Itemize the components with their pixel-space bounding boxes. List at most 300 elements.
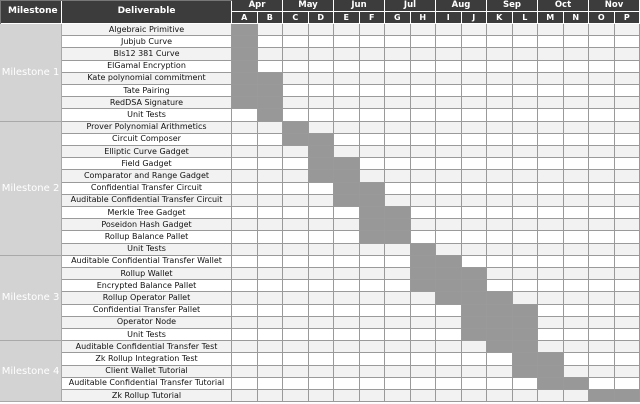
schedule-bar-cell (513, 353, 539, 365)
schedule-bar-cell (232, 36, 258, 48)
schedule-bar-cell (462, 305, 488, 317)
deliverable-name: RedDSA Signature (62, 97, 232, 109)
schedule-cell (411, 207, 437, 219)
week-header: M (538, 12, 564, 24)
schedule-cell (436, 109, 462, 121)
schedule-cell (334, 353, 360, 365)
schedule-cell (436, 207, 462, 219)
schedule-cell (436, 305, 462, 317)
deliverable-name: Zk Rollup Tutorial (62, 390, 232, 402)
schedule-cell (615, 207, 640, 219)
schedule-cell (538, 61, 564, 73)
schedule-cell (462, 341, 488, 353)
schedule-cell (487, 280, 513, 292)
schedule-cell (360, 24, 386, 36)
schedule-cell (309, 219, 335, 231)
schedule-cell (309, 329, 335, 341)
schedule-cell (232, 256, 258, 268)
schedule-cell (283, 292, 309, 304)
schedule-cell (283, 97, 309, 109)
schedule-cell (615, 378, 640, 390)
schedule-bar-cell (309, 170, 335, 182)
schedule-cell (564, 268, 590, 280)
schedule-cell (334, 378, 360, 390)
schedule-cell (258, 244, 284, 256)
schedule-cell (309, 341, 335, 353)
week-header: G (385, 12, 411, 24)
schedule-cell (487, 183, 513, 195)
deliverable-name: Tate Pairing (62, 85, 232, 97)
schedule-cell (487, 390, 513, 402)
schedule-cell (564, 73, 590, 85)
schedule-cell (385, 170, 411, 182)
schedule-cell (436, 366, 462, 378)
schedule-cell (436, 85, 462, 97)
schedule-cell (436, 219, 462, 231)
schedule-bar-cell (411, 256, 437, 268)
schedule-cell (232, 244, 258, 256)
schedule-cell (513, 85, 539, 97)
schedule-cell (564, 24, 590, 36)
schedule-cell (589, 195, 615, 207)
week-header: F (360, 12, 386, 24)
schedule-cell (411, 353, 437, 365)
schedule-cell (564, 61, 590, 73)
schedule-bar-cell (232, 24, 258, 36)
schedule-cell (487, 73, 513, 85)
schedule-cell (309, 231, 335, 243)
schedule-cell (462, 134, 488, 146)
deliverable-name: Zk Rollup Integration Test (62, 353, 232, 365)
schedule-cell (360, 244, 386, 256)
schedule-cell (436, 390, 462, 402)
schedule-cell (513, 134, 539, 146)
schedule-cell (564, 280, 590, 292)
schedule-cell (564, 170, 590, 182)
schedule-cell (615, 317, 640, 329)
schedule-bar-cell (309, 134, 335, 146)
schedule-cell (334, 256, 360, 268)
schedule-cell (334, 109, 360, 121)
schedule-cell (615, 341, 640, 353)
schedule-cell (385, 366, 411, 378)
schedule-cell (258, 219, 284, 231)
deliverable-name: Operator Node (62, 317, 232, 329)
schedule-bar-cell (487, 305, 513, 317)
schedule-cell (334, 122, 360, 134)
schedule-cell (309, 24, 335, 36)
schedule-cell (232, 207, 258, 219)
schedule-cell (385, 268, 411, 280)
schedule-cell (334, 244, 360, 256)
schedule-cell (360, 341, 386, 353)
schedule-cell (513, 244, 539, 256)
schedule-cell (436, 170, 462, 182)
schedule-cell (258, 170, 284, 182)
schedule-cell (615, 122, 640, 134)
schedule-cell (538, 195, 564, 207)
schedule-cell (360, 48, 386, 60)
schedule-cell (232, 366, 258, 378)
schedule-cell (360, 390, 386, 402)
schedule-cell (283, 305, 309, 317)
schedule-cell (487, 244, 513, 256)
schedule-cell (589, 231, 615, 243)
schedule-cell (411, 341, 437, 353)
week-header: P (615, 12, 640, 24)
deliverable-name: Jubjub Curve (62, 36, 232, 48)
schedule-cell (334, 207, 360, 219)
deliverable-name: Poseidon Hash Gadget (62, 219, 232, 231)
schedule-cell (385, 122, 411, 134)
schedule-cell (615, 244, 640, 256)
schedule-cell (334, 146, 360, 158)
schedule-cell (411, 85, 437, 97)
schedule-cell (334, 341, 360, 353)
schedule-bar-cell (232, 97, 258, 109)
schedule-bar-cell (513, 341, 539, 353)
schedule-cell (538, 97, 564, 109)
schedule-cell (589, 48, 615, 60)
schedule-cell (589, 158, 615, 170)
schedule-cell (385, 305, 411, 317)
deliverable-name: Confidential Transfer Pallet (62, 305, 232, 317)
schedule-cell (334, 73, 360, 85)
schedule-cell (436, 183, 462, 195)
schedule-cell (309, 195, 335, 207)
month-header: Sep (487, 0, 538, 12)
schedule-cell (283, 244, 309, 256)
schedule-cell (564, 292, 590, 304)
schedule-cell (232, 195, 258, 207)
schedule-cell (232, 170, 258, 182)
schedule-cell (487, 195, 513, 207)
schedule-cell (462, 244, 488, 256)
milestone-label: Milestone 3 (0, 256, 62, 341)
schedule-cell (462, 122, 488, 134)
schedule-cell (564, 48, 590, 60)
schedule-cell (538, 36, 564, 48)
schedule-cell (538, 73, 564, 85)
week-header: L (513, 12, 539, 24)
schedule-bar-cell (283, 134, 309, 146)
schedule-cell (411, 134, 437, 146)
schedule-cell (564, 305, 590, 317)
schedule-cell (385, 146, 411, 158)
schedule-cell (360, 109, 386, 121)
schedule-cell (360, 36, 386, 48)
schedule-cell (385, 244, 411, 256)
schedule-cell (564, 134, 590, 146)
schedule-bar-cell (436, 280, 462, 292)
schedule-cell (615, 158, 640, 170)
schedule-bar-cell (258, 73, 284, 85)
schedule-cell (462, 366, 488, 378)
schedule-cell (615, 219, 640, 231)
schedule-cell (334, 305, 360, 317)
schedule-cell (411, 378, 437, 390)
schedule-cell (309, 244, 335, 256)
milestone-label: Milestone 1 (0, 24, 62, 122)
schedule-cell (589, 183, 615, 195)
schedule-cell (589, 353, 615, 365)
schedule-bar-cell (538, 366, 564, 378)
schedule-cell (513, 390, 539, 402)
deliverable-name: Circuit Composer (62, 134, 232, 146)
deliverable-name: Bls12 381 Curve (62, 48, 232, 60)
schedule-cell (436, 122, 462, 134)
schedule-bar-cell (385, 231, 411, 243)
schedule-cell (487, 134, 513, 146)
schedule-cell (615, 36, 640, 48)
schedule-cell (564, 85, 590, 97)
schedule-cell (538, 122, 564, 134)
schedule-cell (513, 268, 539, 280)
milestone-label: Milestone 4 (0, 341, 62, 402)
schedule-cell (360, 305, 386, 317)
week-header: I (436, 12, 462, 24)
schedule-cell (283, 256, 309, 268)
schedule-cell (411, 97, 437, 109)
deliverable-name: Field Gadget (62, 158, 232, 170)
schedule-cell (283, 378, 309, 390)
schedule-bar-cell (462, 292, 488, 304)
schedule-cell (283, 183, 309, 195)
schedule-bar-cell (462, 317, 488, 329)
schedule-cell (360, 280, 386, 292)
schedule-cell (538, 268, 564, 280)
week-header: H (411, 12, 437, 24)
schedule-cell (309, 36, 335, 48)
schedule-cell (462, 61, 488, 73)
schedule-cell (615, 146, 640, 158)
schedule-cell (385, 24, 411, 36)
schedule-cell (283, 317, 309, 329)
schedule-cell (258, 134, 284, 146)
schedule-cell (615, 195, 640, 207)
schedule-cell (283, 36, 309, 48)
schedule-cell (411, 73, 437, 85)
schedule-bar-cell (360, 219, 386, 231)
schedule-cell (385, 390, 411, 402)
schedule-bar-cell (513, 329, 539, 341)
schedule-cell (513, 292, 539, 304)
schedule-cell (615, 85, 640, 97)
schedule-cell (589, 85, 615, 97)
schedule-cell (258, 256, 284, 268)
schedule-cell (334, 24, 360, 36)
schedule-cell (487, 256, 513, 268)
schedule-bar-cell (232, 61, 258, 73)
schedule-cell (564, 219, 590, 231)
schedule-cell (513, 158, 539, 170)
schedule-cell (462, 183, 488, 195)
schedule-cell (385, 61, 411, 73)
schedule-cell (385, 85, 411, 97)
schedule-bar-cell (385, 207, 411, 219)
schedule-cell (283, 341, 309, 353)
schedule-bar-cell (309, 158, 335, 170)
schedule-cell (487, 97, 513, 109)
schedule-cell (564, 329, 590, 341)
schedule-cell (258, 195, 284, 207)
schedule-cell (258, 268, 284, 280)
schedule-bar-cell (309, 146, 335, 158)
schedule-cell (487, 231, 513, 243)
schedule-cell (615, 329, 640, 341)
month-header: Apr (232, 0, 283, 12)
schedule-cell (513, 231, 539, 243)
schedule-cell (513, 97, 539, 109)
schedule-cell (334, 85, 360, 97)
schedule-cell (538, 244, 564, 256)
schedule-cell (615, 256, 640, 268)
schedule-cell (360, 61, 386, 73)
schedule-cell (513, 280, 539, 292)
schedule-cell (513, 256, 539, 268)
schedule-cell (309, 305, 335, 317)
schedule-cell (564, 353, 590, 365)
schedule-cell (615, 109, 640, 121)
schedule-cell (615, 231, 640, 243)
schedule-cell (309, 73, 335, 85)
schedule-bar-cell (538, 353, 564, 365)
schedule-bar-cell (513, 305, 539, 317)
schedule-cell (615, 170, 640, 182)
schedule-cell (538, 48, 564, 60)
schedule-cell (436, 36, 462, 48)
deliverable-name: ElGamal Encryption (62, 61, 232, 73)
schedule-cell (538, 183, 564, 195)
schedule-cell (487, 109, 513, 121)
week-header: J (462, 12, 488, 24)
schedule-cell (232, 390, 258, 402)
deliverable-name: Merkle Tree Gadget (62, 207, 232, 219)
schedule-cell (615, 366, 640, 378)
deliverable-name: Unit Tests (62, 329, 232, 341)
schedule-bar-cell (385, 219, 411, 231)
month-header: Jul (385, 0, 436, 12)
schedule-cell (360, 268, 386, 280)
schedule-cell (309, 280, 335, 292)
schedule-cell (538, 390, 564, 402)
schedule-cell (436, 158, 462, 170)
schedule-cell (283, 146, 309, 158)
schedule-cell (487, 219, 513, 231)
schedule-bar-cell (334, 158, 360, 170)
schedule-cell (538, 85, 564, 97)
milestone-column-header: Milestone (0, 0, 62, 24)
schedule-cell (309, 256, 335, 268)
schedule-cell (589, 36, 615, 48)
schedule-cell (462, 146, 488, 158)
schedule-bar-cell (487, 292, 513, 304)
schedule-cell (411, 61, 437, 73)
schedule-cell (538, 329, 564, 341)
schedule-cell (487, 85, 513, 97)
schedule-cell (232, 231, 258, 243)
schedule-cell (411, 170, 437, 182)
schedule-bar-cell (283, 122, 309, 134)
deliverable-column-header: Deliverable (62, 0, 232, 24)
deliverable-name: Prover Polynomial Arithmetics (62, 122, 232, 134)
schedule-cell (436, 244, 462, 256)
schedule-cell (411, 231, 437, 243)
schedule-cell (360, 97, 386, 109)
schedule-cell (258, 183, 284, 195)
schedule-cell (487, 207, 513, 219)
schedule-cell (411, 292, 437, 304)
schedule-bar-cell (487, 329, 513, 341)
schedule-cell (564, 97, 590, 109)
schedule-cell (436, 73, 462, 85)
month-header: Aug (436, 0, 487, 12)
schedule-cell (589, 244, 615, 256)
schedule-bar-cell (513, 366, 539, 378)
schedule-cell (462, 170, 488, 182)
schedule-cell (411, 366, 437, 378)
schedule-bar-cell (232, 85, 258, 97)
schedule-cell (589, 341, 615, 353)
schedule-bar-cell (564, 378, 590, 390)
schedule-cell (589, 122, 615, 134)
deliverable-name: Rollup Wallet (62, 268, 232, 280)
schedule-cell (283, 24, 309, 36)
schedule-cell (360, 256, 386, 268)
schedule-cell (615, 134, 640, 146)
schedule-cell (334, 36, 360, 48)
week-header: D (309, 12, 335, 24)
schedule-cell (615, 280, 640, 292)
schedule-cell (564, 109, 590, 121)
schedule-cell (462, 207, 488, 219)
schedule-cell (589, 256, 615, 268)
schedule-bar-cell (462, 280, 488, 292)
schedule-cell (487, 268, 513, 280)
schedule-cell (411, 146, 437, 158)
schedule-cell (385, 158, 411, 170)
deliverable-name: Auditable Confidential Transfer Test (62, 341, 232, 353)
schedule-cell (538, 317, 564, 329)
schedule-cell (360, 378, 386, 390)
schedule-cell (462, 390, 488, 402)
schedule-bar-cell (360, 195, 386, 207)
schedule-cell (538, 280, 564, 292)
schedule-bar-cell (436, 292, 462, 304)
week-header: B (258, 12, 284, 24)
schedule-cell (589, 317, 615, 329)
schedule-cell (258, 353, 284, 365)
schedule-cell (589, 268, 615, 280)
schedule-cell (513, 207, 539, 219)
schedule-cell (436, 231, 462, 243)
schedule-cell (487, 48, 513, 60)
schedule-cell (513, 183, 539, 195)
schedule-cell (538, 24, 564, 36)
schedule-cell (232, 183, 258, 195)
schedule-cell (360, 122, 386, 134)
schedule-cell (232, 341, 258, 353)
schedule-cell (258, 122, 284, 134)
schedule-cell (309, 317, 335, 329)
schedule-cell (462, 48, 488, 60)
schedule-cell (360, 329, 386, 341)
schedule-cell (411, 109, 437, 121)
schedule-cell (564, 36, 590, 48)
schedule-cell (283, 231, 309, 243)
schedule-cell (258, 24, 284, 36)
schedule-cell (385, 256, 411, 268)
